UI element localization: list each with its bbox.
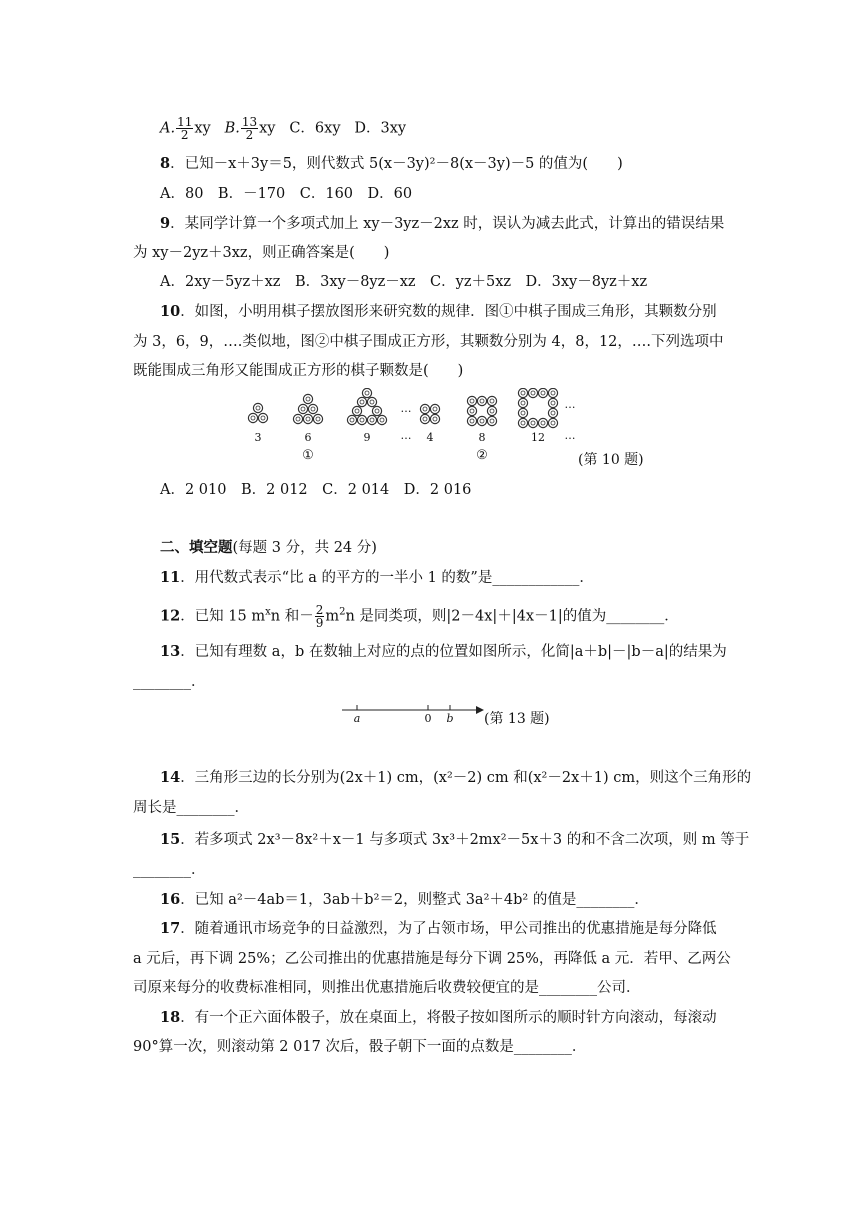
q7-option-a-tail: xy <box>194 120 211 137</box>
ellipsis-top-1: … <box>400 402 412 415</box>
q10-caption: (第 10 题) <box>578 452 644 468</box>
q17-stem-cont2: 司原来每分的收费标准相同，则推出优惠措施后收费较便宜的是________公司． <box>133 980 641 996</box>
q7-option-b-label: B. <box>224 120 240 137</box>
q14-stem: 14．三角形三边的长分别为(2x＋1) cm，(x²－2) cm 和(x²－2x＋1) cm，则这个三角形的 <box>160 769 752 786</box>
square-12-pieces <box>518 388 557 427</box>
figure-1-label: ① <box>302 448 314 463</box>
label-12: 12 <box>531 431 545 444</box>
axis-label-a: a <box>353 712 361 725</box>
ellipsis-bottom-1: … <box>400 429 412 442</box>
label-3: 3 <box>254 431 262 444</box>
axis-label-b: b <box>446 712 454 725</box>
q13-stem: 13．已知有理数 a，b 在数轴上对应的点的位置如图所示，化简|a＋b|－|b－a|的结果为 <box>160 643 727 660</box>
q16-stem: 16．已知 a²－4ab＝1，3ab＋b²＝2，则整式 3a²＋4b² 的值是________． <box>160 891 649 908</box>
square-4-pieces <box>420 404 439 423</box>
triangle-9-pieces <box>347 388 386 424</box>
axis-label-0: 0 <box>424 712 432 725</box>
q17-stem-cont1: a 元后，再下调 25%；乙公司推出的优惠措施是每分下调 25%，再降低 a 元．若甲、乙两公 <box>133 951 731 967</box>
q17-stem: 17．随着通讯市场竞争的日益激烈，为了占领市场，甲公司推出的优惠措施是每分降低 <box>160 920 717 937</box>
q7-options <box>160 116 406 141</box>
q15-stem: 15．若多项式 2x³－8x²＋x－1 与多项式 3x³＋2mx²－5x＋3 的和不含二次项，则 m 等于 <box>160 831 750 848</box>
q14-stem-cont: 周长是________． <box>133 800 249 816</box>
triangle-3-pieces <box>248 403 267 422</box>
label-6: 6 <box>304 431 312 444</box>
q13-stem-cont: ________． <box>133 674 206 690</box>
q7-option-b-tail: xy <box>259 120 276 137</box>
figure-2-label: ② <box>476 448 488 463</box>
q12-stem: 12．已知 15 $m^xn$ 和－ $\frac{2}{9}$ $m^2n$ 是同类项，则|2－4x|＋|4x－1|的值为________． <box>160 603 679 630</box>
q18-stem-cont: 90°算一次，则滚动第 2 017 次后，骰子朝下一面的点数是________． <box>133 1039 587 1055</box>
label-8: 8 <box>478 431 486 444</box>
triangle-6-pieces <box>293 394 322 423</box>
q10-stem-cont2: 既能围成三角形又能围成正方形的棋子颗数是( ) <box>133 363 464 379</box>
ellipsis-bottom-2: … <box>564 429 576 442</box>
label-9: 9 <box>363 431 371 444</box>
q10-options: A．2 010 B．2 012 C．2 014 D．2 016 <box>160 482 472 498</box>
section2-heading: 二、填空题(每题 3 分，共 24 分) <box>160 539 377 556</box>
q7-option-d: D．3xy <box>354 120 407 137</box>
q13-caption: (第 13 题) <box>484 711 550 727</box>
q8-stem: 8．已知－x＋3y＝5，则代数式 5(x－3y)²－8(x－3y)－5 的值为( ) <box>160 155 623 172</box>
q11-stem: 11．用代数式表示“比 a 的平方的一半小 1 的数”是____________． <box>160 569 594 586</box>
q7-option-b-fraction: $\frac{13}{2}$ <box>241 115 258 142</box>
q8-options: A．80 B．－170 C．160 D．60 <box>160 186 413 202</box>
q15-stem-cont: ________． <box>133 862 206 878</box>
q7-option-a-fraction: $\frac{11}{2}$ <box>177 115 193 142</box>
q9-stem: 9．某同学计算一个多项式加上 xy－3yz－2xz 时，误认为减去此式，计算出的错误结果 <box>160 215 725 232</box>
q9-options: A．2xy－5yz＋xz B．3xy－8yz－xz C．yz＋5xz D．3xy－8yz＋xz <box>160 274 648 290</box>
q10-stem-cont1: 为 3，6，9，….类似地，图②中棋子围成正方形，其颗数分别为 4，8，12，….下列选项中 <box>133 334 724 350</box>
q13-number-line <box>340 700 490 730</box>
q10-stem: 10．如图，小明用棋子摆放图形来研究数的规律．图①中棋子围成三角形，其颗数分别 <box>160 303 717 320</box>
ellipsis-top-2: … <box>564 398 576 411</box>
q7-option-c: C．6xy <box>289 120 341 137</box>
q9-stem-cont: 为 xy－2yz＋3xz，则正确答案是( ) <box>133 245 390 261</box>
q7-option-a-label: A. <box>160 120 176 137</box>
q12-fraction: $\frac{2}{9}$ <box>315 603 324 630</box>
q18-stem: 18．有一个正六面体骰子，放在桌面上，将骰子按如图所示的顺时针方向滚动，每滚动 <box>160 1009 717 1026</box>
square-8-pieces <box>467 396 496 425</box>
label-4: 4 <box>426 431 434 444</box>
